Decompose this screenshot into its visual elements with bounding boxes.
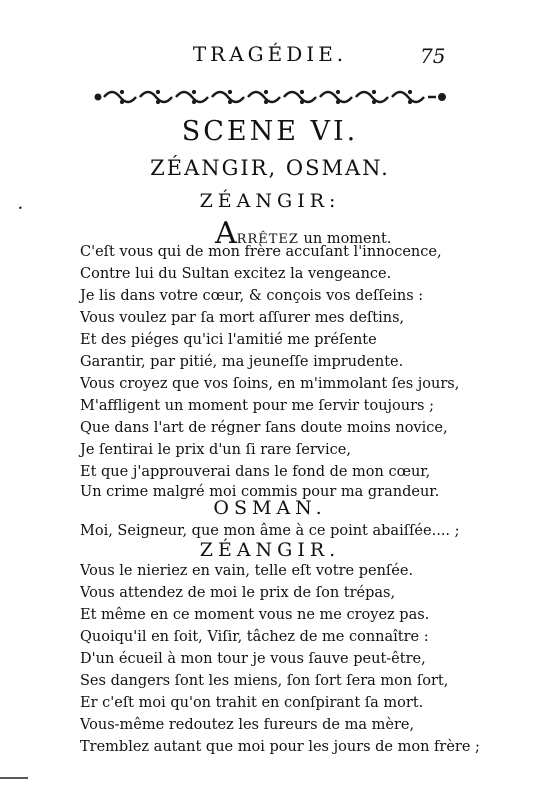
verse-line: Ses dangers ſont les miens, ſon ſort ſera mon ſort, [80, 673, 449, 689]
margin-ink-stroke [0, 775, 30, 781]
opening-line-rest: un moment. [298, 231, 392, 247]
verse-line: D'un écueil à mon tour je vous ſauve peut-être, [80, 651, 426, 667]
verse-line: Moi, Seigneur, que mon âme à ce point abaiſſée.... ; [80, 523, 460, 539]
verse-line: Je ſentirai le prix d'un ſi rare ſervice, [80, 442, 351, 458]
verse-line: M'affligent un moment pour me ſervir toujours ; [80, 398, 434, 414]
scene-title: SCENE VI. [181, 116, 359, 147]
verse-line: Quoiqu'il en ſoit, Viſir, tâchez de me connaître : [80, 629, 429, 645]
running-title: TRAGÉDIE. [192, 42, 348, 66]
verse-line: Contre lui du Sultan excitez la vengeance. [80, 266, 392, 282]
verse-line: Et des piéges qu'ici l'amitié me préſente [80, 332, 377, 348]
verse-line: Vous le nieriez en vain, telle eſt votre penſée. [80, 563, 414, 579]
speaker-name: ZÉANGIR: [199, 190, 341, 212]
speaker-name: OSMAN. [213, 497, 327, 519]
verse-line: Vous attendez de moi le prix de ſon trépas, [80, 585, 396, 601]
verse-line: Tremblez autant que moi pour les jours de mon frère ; [80, 739, 480, 755]
verse-line: Et que j'approuverai dans le fond de mon cœur, [80, 464, 431, 480]
speaker-name: ZÉANGIR. [199, 539, 341, 561]
verse-line: Et même en ce moment vous ne me croyez pas. [80, 607, 430, 623]
verse-line: Je lis dans votre cœur, & conçois vos deſſeins : [80, 288, 424, 304]
verse-line: Un crime malgré moi commis pour ma grandeur. [80, 484, 440, 500]
printers-ornament-band [92, 86, 448, 108]
verse-line: Vous croyez que vos ſoins, en m'immolant ſes jours, [80, 376, 460, 392]
drop-cap-letter: A [215, 216, 237, 251]
verse-line: Que dans l'art de régner ſans doute moins novice, [80, 420, 448, 436]
verse-line: Garantir, par pitié, ma jeuneſſe imprudente. [80, 354, 404, 370]
verse-line: Vous-même redoutez les fureurs de ma mère, [80, 717, 415, 733]
verse-line: Er c'eſt moi qu'on trahit en conſpirant ſa mort. [80, 695, 424, 711]
page-number: 75 [420, 44, 446, 68]
small-caps-word: RRÊTEZ [236, 232, 299, 247]
scene-characters: ZÉANGIR, OSMAN. [150, 156, 390, 180]
verse-line: C'eſt vous qui de mon frère accuſant l'innocence, [80, 244, 442, 260]
verse-line: Vous voulez par ſa mort aſſurer mes deſtins, [80, 310, 405, 326]
margin-mark: • [18, 204, 23, 213]
